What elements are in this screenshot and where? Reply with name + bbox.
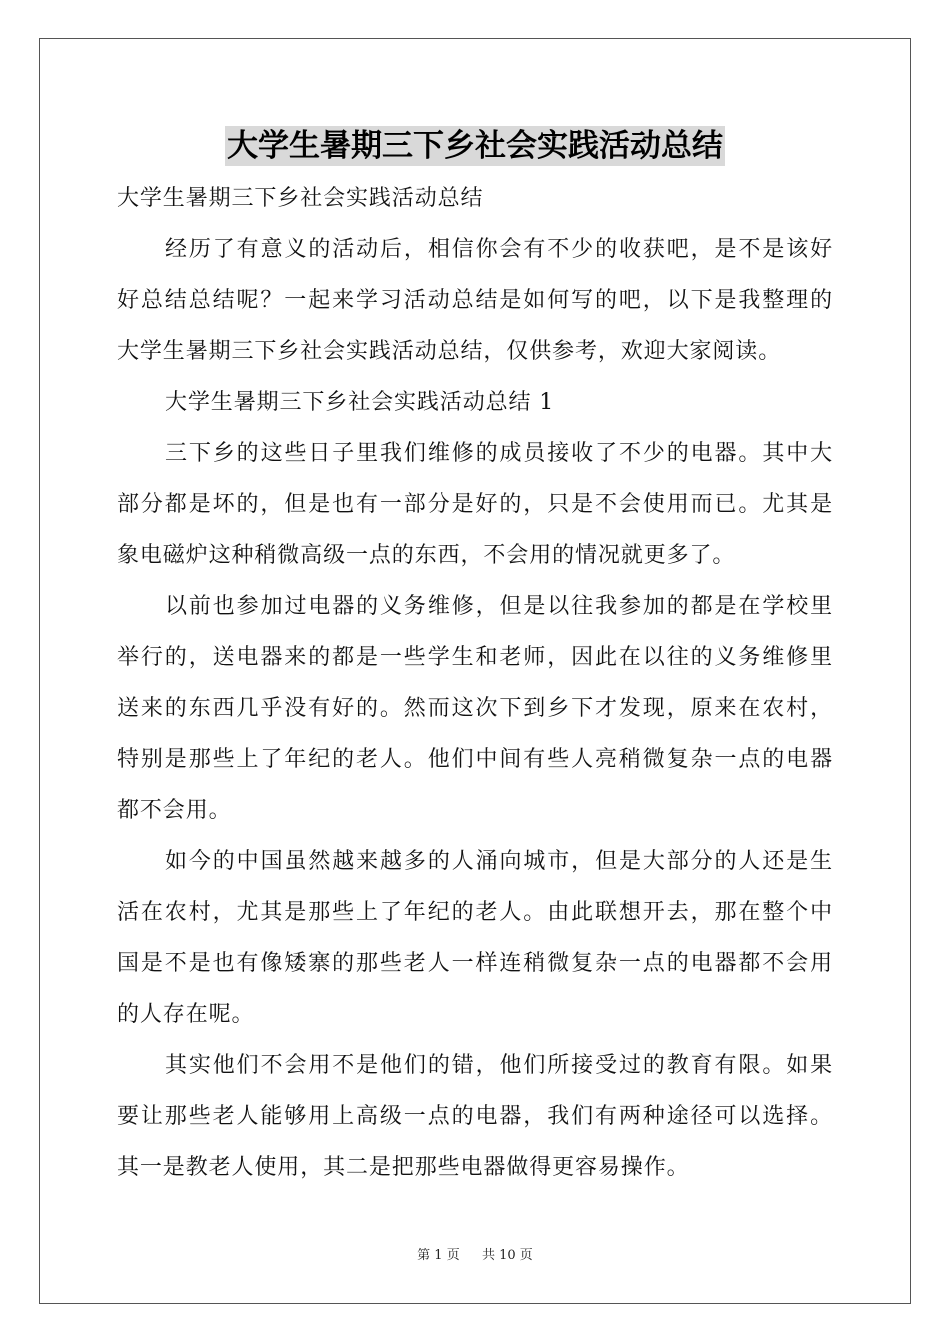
text-line: 的人存在呢。: [117, 1002, 255, 1027]
text-line: 要让那些老人能够用上高级一点的电器，我们有两种途径可以选择。: [117, 1104, 833, 1129]
text-line: 好总结总结呢？一起来学习活动总结是如何写的吧，以下是我整理的: [117, 288, 833, 313]
page-footer: [0, 1247, 950, 1265]
page-number: 第 1 页: [417, 1248, 460, 1263]
text-line: 都不会用。: [117, 798, 232, 823]
text-line: 其一是教老人使用，其二是把那些电器做得更容易操作。: [117, 1155, 690, 1180]
text-line: 举行的，送电器来的都是一些学生和老师，因此在以往的义务维修里: [117, 645, 833, 670]
text-line: 象电磁炉这种稍微高级一点的东西，不会用的情况就更多了。: [117, 543, 736, 568]
total-pages: 共 10 页: [482, 1248, 533, 1263]
text-line: 大学生暑期三下乡社会实践活动总结: [117, 186, 484, 211]
text-line: 部分都是坏的，但是也有一部分是好的，只是不会使用而已。尤其是: [117, 492, 833, 517]
text-line: 活在农村，尤其是那些上了年纪的老人。由此联想开去，那在整个中: [117, 900, 833, 925]
text-line: 其实他们不会用不是他们的错，他们所接受过的教育有限。如果: [165, 1053, 833, 1078]
text-line: 国是不是也有像矮寨的那些老人一样连稍微复杂一点的电器都不会用: [117, 951, 833, 976]
text-line: 特别是那些上了年纪的老人。他们中间有些人亮稍微复杂一点的电器: [117, 747, 833, 772]
text-line: 三下乡的这些日子里我们维修的成员接收了不少的电器。其中大: [165, 441, 833, 466]
text-line: 经历了有意义的活动后，相信你会有不少的收获吧，是不是该好: [165, 237, 833, 262]
text-line: 以前也参加过电器的义务维修，但是以往我参加的都是在学校里: [165, 594, 833, 619]
document-body: [117, 173, 833, 1193]
text-line: 大学生暑期三下乡社会实践活动总结 1: [165, 390, 555, 415]
text-line: 如今的中国虽然越来越多的人涌向城市，但是大部分的人还是生: [165, 849, 833, 874]
title-container: [0, 126, 950, 166]
text-line: 大学生暑期三下乡社会实践活动总结，仅供参考，欢迎大家阅读。: [117, 339, 782, 364]
document-title: 大学生暑期三下乡社会实践活动总结: [227, 128, 723, 164]
text-line: 送来的东西几乎没有好的。然而这次下到乡下才发现，原来在农村，: [117, 696, 833, 721]
